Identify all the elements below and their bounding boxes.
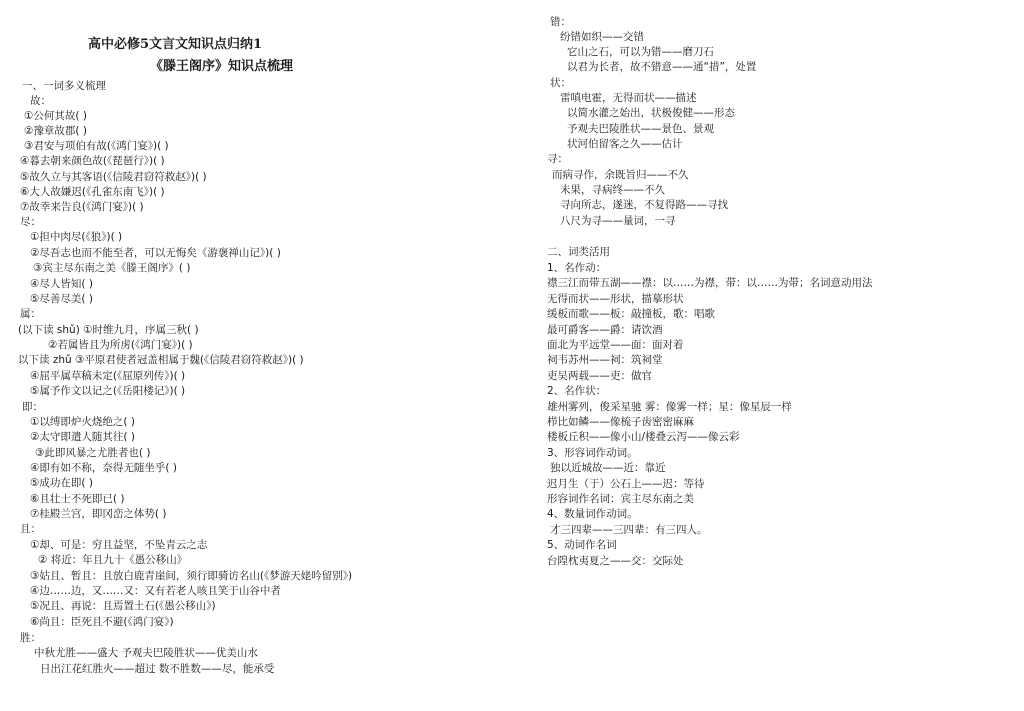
text-line: 状河伯留客之久——估计 — [567, 138, 683, 150]
text-line: 雷嗔电霍，无得而状——描述 — [560, 92, 697, 104]
text-line: 予观夫巴陵胜状——景色、景观 — [567, 123, 714, 135]
text-line: ①担中肉尽(《狼》)( ) — [30, 231, 123, 243]
text-line: 吏吴两载——吏：做官 — [547, 370, 652, 382]
text-line: 缓板而歌——板：敲撞板，歌：唱歌 — [547, 308, 715, 320]
text-line: 楼板丘积——像小山/楼叠云泻——像云彩 — [547, 431, 740, 443]
text-line: 寻向所志，遂迷，不复得路——寻找 — [560, 199, 728, 211]
text-line: 胜： — [20, 632, 41, 644]
text-line: 未果，寻病终——不久 — [560, 184, 665, 196]
text-line: ①以缚即炉火烧绝之( ) — [30, 416, 135, 428]
text-line: 它山之石，可以为错——磨刀石 — [567, 46, 714, 58]
text-line: (以下读 shǔ) ①时维九月，序属三秋( ) — [18, 324, 199, 336]
text-line: ⑥大人故嫌迟(《孔雀东南飞》)( ) — [20, 186, 165, 198]
text-line: 雄州雾列，俊采星驰 雾：像雾一样；星：像星辰一样 — [547, 401, 792, 413]
text-line: 5、动词作名词 — [547, 539, 617, 551]
text-line: ①公何其故( ) — [24, 110, 87, 122]
text-line: 八尺为寻——量词，一寻 — [560, 215, 676, 227]
text-line: 1、名作动： — [547, 262, 607, 274]
text-line: 最可爵客——爵：请饮酒 — [547, 324, 663, 336]
text-line: 2、名作状： — [547, 385, 607, 397]
text-line: ③宾主尽东南之美《滕王阁序》( ) — [33, 262, 191, 274]
text-line: 以下读 zhǔ ③平原君使者冠盖相属于魏(《信陵君窃符救赵》)( ) — [18, 354, 304, 366]
text-line: ④尽人皆知( ) — [30, 278, 93, 290]
text-line: ②太守即遣人随其往( ) — [30, 431, 135, 443]
text-line: 祠韦苏州——祠：筑祠堂 — [547, 354, 663, 366]
text-line: ①却、可是：穷且益坚，不坠青云之志 — [30, 539, 208, 551]
text-line: 属： — [20, 308, 41, 320]
text-line: 错： — [550, 16, 571, 28]
text-line: 才三四辈——三四辈：有三四人。 — [550, 524, 708, 536]
text-line: 状： — [550, 77, 571, 89]
text-line: ③姑且、暂且：且放白鹿青崖间，须行即骑访名山(《梦游天姥吟留别》) — [30, 570, 353, 582]
text-line: ④即有如不称，奈得无随坐乎( ) — [30, 462, 177, 474]
text-line: ⑤尽善尽美( ) — [30, 293, 93, 305]
text-line: 一、一词多义梳理 — [22, 80, 106, 92]
text-line: 无得而状——形状，描摹形状 — [547, 293, 684, 305]
text-line: 中秋尤胜——盛大 予观夫巴陵胜状——优美山水 — [34, 647, 258, 659]
text-line: ⑦故幸来告良(《鸿门宴》)( ) — [20, 201, 144, 213]
text-line: ⑤况且、再说：且焉置土石(《愚公移山》) — [30, 600, 216, 612]
text-line: ⑥尚且：臣死且不避(《鸿门宴》) — [30, 616, 174, 628]
text-line: 故： — [30, 95, 51, 107]
section-heading: 二、词类活用 — [547, 246, 610, 258]
text-line: 独以近城故——近：靠近 — [550, 462, 666, 474]
text-line: ②豫章故郡( ) — [24, 125, 87, 137]
text-line: 且： — [20, 523, 41, 535]
text-line: ②若属皆且为所虏(《鸿门宴》)( ) — [48, 339, 193, 351]
text-line: 台隍枕夷夏之——交：交际处 — [547, 555, 684, 567]
text-line: 即： — [22, 401, 43, 413]
text-line: 形容词作名词：宾主尽东南之美 — [547, 493, 694, 505]
text-line: 以简水灌之始出，状极俊健——形态 — [567, 107, 735, 119]
text-line: ④暮去朝来颜色故(《琵琶行》)( ) — [20, 155, 165, 167]
text-line: 纷错如织——交错 — [560, 31, 644, 43]
text-line: 3、形容词作动词。 — [547, 447, 638, 459]
text-line: 襟三江而带五湖——襟：以……为襟，带：以……为带；名词意动用法 — [547, 277, 873, 289]
text-line: ② 将近：年且九十《愚公移山》 — [38, 554, 188, 566]
text-line: ④屈平属草稿未定(《屈原列传》)( ) — [30, 370, 186, 382]
text-line: 迟月生（于）公石上——迟：等待 — [547, 478, 705, 490]
text-line: 而病寻作，余既旨归——不久 — [552, 169, 689, 181]
text-line: 栉比如鳞——像梳子齿密密麻麻 — [547, 416, 694, 428]
text-line: 4、数量词作动词。 — [547, 508, 638, 520]
text-line: 寻： — [547, 153, 568, 165]
text-line: ③此即风暴之尤胜者也( ) — [35, 447, 151, 459]
text-line: 面北为平远堂——面：面对着 — [547, 339, 684, 351]
text-line: ⑥且壮士不死即已( ) — [30, 493, 125, 505]
text-line: 尽： — [20, 216, 41, 228]
text-line: ③君安与项伯有故(《鸿门宴》)( ) — [24, 140, 169, 152]
text-line: ⑦桂殿兰宫，即冈峦之体势( ) — [30, 508, 167, 520]
text-line: ⑤故久立与其客语(《信陵君窃符救赵》)( ) — [20, 171, 207, 183]
document-subtitle: 《滕王阁序》知识点梳理 — [150, 59, 294, 74]
text-line: ④边……边，又……又：又有若老人咳且笑于山谷中者 — [30, 585, 281, 597]
text-line: 以君为长者，故不错意——通“措”，处置 — [567, 61, 757, 73]
text-line: ⑤成功在即( ) — [30, 477, 93, 489]
document-title: 高中必修5文言文知识点归纳1 — [88, 37, 263, 52]
text-line: 日出江花红胜火——超过 数不胜数——尽，能承受 — [40, 663, 275, 675]
text-line: ⑤属予作文以记之(《岳阳楼记》)( ) — [30, 385, 186, 397]
text-line: ②尽吾志也而不能至者，可以无悔矣《游褒禅山记》)( ) — [30, 247, 281, 259]
